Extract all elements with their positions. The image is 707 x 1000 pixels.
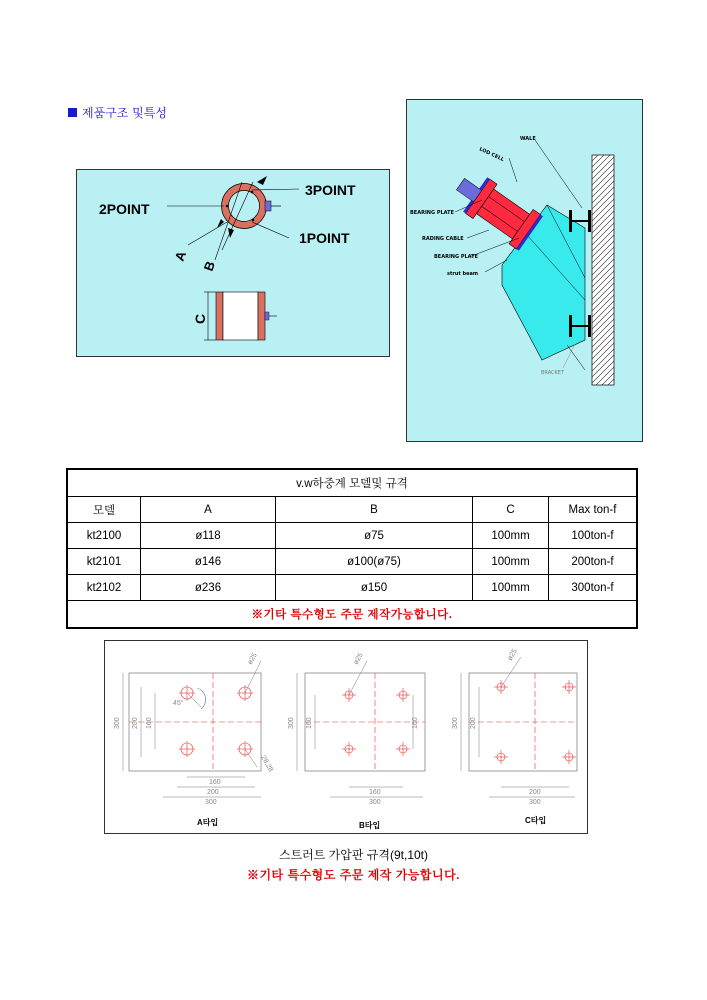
spec-table-note-row [67,601,637,629]
label-bearing-plate-top: BEARING PLATE [410,210,454,216]
svg-text:ø25: ø25 [506,648,519,662]
label-2point: 2POINT [99,201,150,217]
svg-text:300: 300 [288,717,295,729]
label-3point: 3POINT [305,182,356,198]
svg-text:300: 300 [529,799,541,806]
svg-text:160: 160 [209,779,221,786]
spec-table [66,468,638,629]
header-model: 모델 [67,497,141,523]
wale-wall [592,155,614,385]
spec-table-title: v.w하중계 모델및 규격 [67,469,637,497]
svg-text:200: 200 [470,717,477,729]
side-view-body [223,292,258,340]
svg-text:200: 200 [132,717,139,729]
svg-text:160: 160 [412,717,419,729]
table-row: kt2102 ø236 ø150 100mm 300ton-f [67,575,637,601]
load-cell-ring [225,187,263,225]
plate-drawings [105,641,587,833]
table-row: kt2100 ø118 ø75 100mm 100ton-f [67,523,637,549]
svg-text:28.28: 28.28 [259,754,275,774]
side-view-plate-right [258,292,265,340]
svg-text:160: 160 [369,789,381,796]
square-bullet-icon [68,108,77,117]
svg-text:45°: 45° [173,700,184,707]
plates-caption-note: ※기타 특수형도 주문 제작 가능합니다. [246,868,461,882]
svg-text:ø25: ø25 [352,652,365,666]
header-max-ton: Max ton-f [549,497,638,523]
label-bracket: BRACKET [541,370,565,376]
label-wale: WALE [520,136,536,142]
load-cell-diagram [77,170,389,356]
plate-b-drawing [288,652,425,806]
label-c: C [192,313,208,324]
svg-text:160: 160 [306,717,313,729]
plate-a-label: A타입 [197,818,219,827]
plate-b-label: B타입 [359,821,381,830]
plate-c-label: C타입 [525,816,547,825]
connector-icon [265,201,271,211]
plate-c-drawing [452,648,577,806]
label-1point: 1POINT [299,230,350,246]
svg-text:300: 300 [114,717,121,729]
side-view-plate-left [216,292,223,340]
spec-table-note: ※기타 특수형도 주문 제작가능합니다. [67,601,637,629]
svg-text:300: 300 [205,799,217,806]
label-bearing-plate-bottom: BEARING PLATE [434,254,478,260]
svg-text:200: 200 [529,789,541,796]
plates-caption: 스트러트 가압판 규격(9t,10t) [278,848,428,862]
installation-diagram [407,100,642,441]
installation-diagram-panel [406,99,643,442]
load-cell-diagram-panel [76,169,390,357]
plate-drawings-panel [104,640,588,834]
label-lod-cell: LOD CELL [478,146,505,164]
spec-table-header-row [67,497,637,523]
plate-a-drawing [114,652,274,806]
label-b: B [200,259,219,274]
table-row: kt2101 ø146 ø100(ø75) 100mm 200ton-f [67,549,637,575]
svg-text:200: 200 [207,789,219,796]
header-c: C [473,497,549,523]
svg-text:ø25: ø25 [246,652,259,666]
svg-text:300: 300 [369,799,381,806]
svg-text:160: 160 [146,717,153,729]
spec-table-title-row [67,469,637,497]
label-a: A [171,249,190,264]
header-b: B [276,497,473,523]
label-rading-cable: RADING CABLE [422,236,464,242]
header-a: A [141,497,276,523]
label-strut-beam: strut beam [447,271,479,277]
svg-text:300: 300 [452,717,459,729]
section-heading: 제품구조 및특성 [68,104,167,121]
